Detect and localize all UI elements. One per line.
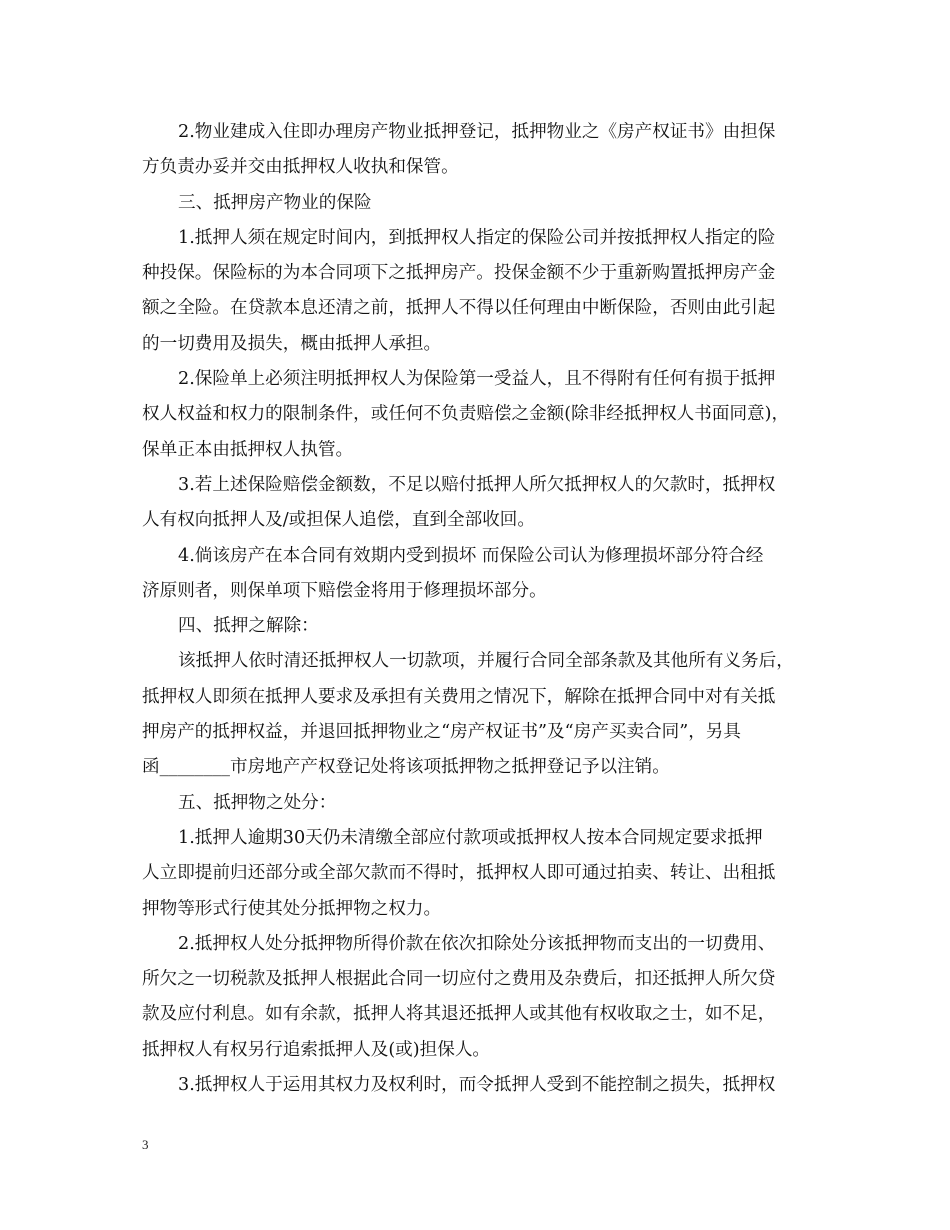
text-line: 人有权向抵押人及/或担保人追偿，直到全部收回。 [142,510,535,531]
text-line: 该抵押人依时清还抵押权人一切款项，并履行合同全部条款及其他所有义务后， [178,651,794,672]
page-number: 3 [142,1137,149,1152]
text-line: 的一切费用及损失，概由抵押人承担。 [142,333,442,354]
text-line: 1.抵押人逾期30天仍未清缴全部应付款项或抵押权人按本合同规定要求抵押 [178,827,763,848]
text-line: 2.抵押权人处分抵押物所得价款在依次扣除处分该抵押物而支出的一切费用、 [178,933,776,954]
text-line: 款及应付利息。如有余款，抵押人将其退还抵押人或其他有权收取之士，如不足， [142,1004,776,1025]
text-line: 抵押权人即须在抵押人要求及承担有关费用之情况下，解除在抵押合同中对有关抵 [142,686,776,707]
text-line: 2.物业建成入住即办理房产物业抵押登记，抵押物业之《房产权证书》由担保 [178,122,776,142]
text-line: 四、抵押之解除： [178,616,319,637]
text-line: 押物等形式行使其处分抵押物之权力。 [142,898,442,919]
text-line: 函________市房地产产权登记处将该项抵押物之抵押登记予以注销。 [142,757,670,778]
text-line: 抵押权人有权另行追索抵押人及(或)担保人。 [142,1039,491,1060]
text-line: 2.保险单上必须注明抵押权人为保险第一受益人，且不得附有任何有损于抵押 [178,369,776,390]
text-line: 三、抵押房产物业的保险 [178,192,372,213]
text-line: 种投保。保险标的为本合同项下之抵押房产。投保金额不少于重新购置抵押房产金 [142,263,776,284]
text-line: 1.抵押人须在规定时间内，到抵押权人指定的保险公司并按抵押权人指定的险 [178,227,776,248]
text-line: 权人权益和权力的限制条件，或任何不负责赔偿之金额(除非经抵押权人书面同意)， [142,404,790,425]
text-line: 保单正本由抵押权人执管。 [142,439,354,460]
text-line: 所欠之一切税款及抵押人根据此合同一切应付之费用及杂费后，扣还抵押人所欠贷 [142,969,776,990]
text-line: 方负责办妥并交由抵押权人收执和保管。 [142,157,459,178]
text-line: 济原则者，则保单项下赔偿金将用于修理损坏部分。 [142,580,547,601]
text-line: 3.若上述保险赔偿金额数，不足以赔付抵押人所欠抵押权人的欠款时，抵押权 [178,474,776,495]
text-line: 额之全险。在贷款本息还清之前，抵押人不得以任何理由中断保险，否则由此引起 [142,298,776,319]
text-line: 4.倘该房产在本合同有效期内受到损坏 而保险公司认为修理损坏部分符合经 [178,545,764,566]
text-line: 押房产的抵押权益，并退回抵押物业之“房产权证书”及“房产买卖合同”，另具 [142,722,741,743]
text-line: 3.抵押权人于运用其权力及权利时，而令抵押人受到不能控制之损失，抵押权 [178,1075,776,1096]
text-line: 人立即提前归还部分或全部欠款而不得时，抵押权人即可通过拍卖、转让、出租抵 [142,863,776,884]
document-body [142,115,814,1103]
text-line: 五、抵押物之处分： [178,792,337,813]
